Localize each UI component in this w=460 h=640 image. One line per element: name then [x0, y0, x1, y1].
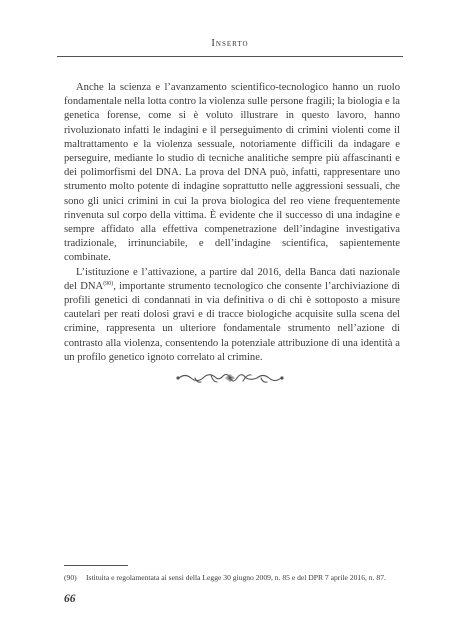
header-rule	[57, 56, 403, 57]
paragraph-1: Anche la scienza e l’avanzamento scientifico-tecnologico hanno un ruolo fondamentale nella lotta contro la violenza sulle persone fragili; la biologia e la genetica forense, come si è voluto illustrare in questo lavoro, hanno rivoluzionato infatti le indagini e il perseguimento di crimini violenti come il maltrattamento e la violenza sessuale, notoriamente difficili da indagare e perseguire, mediante lo studio di tecniche analitiche sempre più affascinanti e dei polimorfismi del DNA. La prova del DNA può, infatti, rappresentare uno strumento molto potente di indagine soprattutto nelle aggressioni sessuali, che sono gli unici crimini in cui la prova biologica del reo viene frequentemente rinvenuta sul corpo della vittima. È evidente che il successo di una indagine e sempre affidato alla effettiva compenetrazione dell’indagine investigativa tradizionale, irrinunciabile, e dell’indagine scientifica, sapientemente combinate.	[64, 82, 400, 264]
footnote-text: Istituita e regolamentata ai sensi della Legge 30 giugno 2009, n. 85 e del DPR 7 aprile 2016, n. 87.	[86, 573, 386, 582]
page-number: 66	[64, 593, 76, 605]
decorative-vine-ornament-icon	[175, 370, 285, 386]
body-text	[64, 81, 400, 365]
footnote	[64, 573, 404, 583]
footnote-reference[interactable]: (90)	[103, 280, 114, 287]
paragraph-2-text-after-note: , importante strumento tecnologico che consente l’archiviazione di profili genetici di condannati in via definitiva o di chi è sottoposto a misure cautelari per reati dolosi gravi e di tracce biologiche acquisite sulla scena del crimine, rappresenta un ulteriore fondamentale strumento nell’azione di contrasto alla violenza, consentendo la potenziale attribuzione di una identità a un profilo genetico ignoto correlato al crimine.	[64, 280, 401, 363]
running-head: Inserto	[211, 38, 249, 49]
footnote-number: (90)	[64, 573, 77, 582]
footnote-rule	[64, 565, 128, 566]
paragraph-2-text-before-note: L’istituzione e l’attivazione, a partire dal 2016, della Banca dati nazionale del DNA	[64, 266, 400, 292]
paragraph-2	[64, 266, 400, 365]
